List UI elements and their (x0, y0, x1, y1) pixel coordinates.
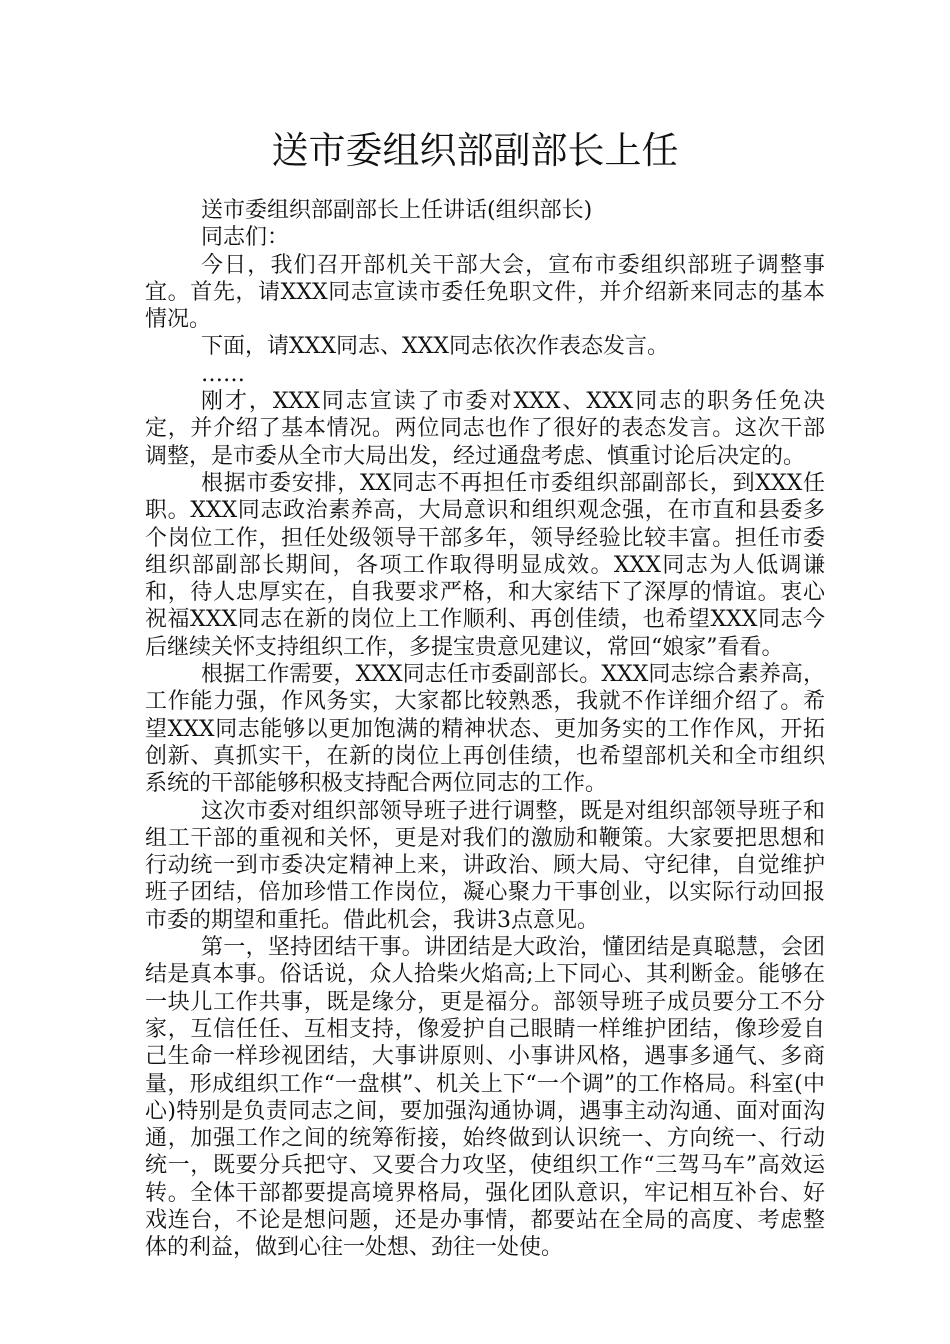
paragraph: 今日，我们召开部机关干部大会，宣布市委组织部班子调整事宜。首先，请XXX同志宣读市委任免职文件，并介绍新来同志的基本情况。 (145, 252, 825, 333)
paragraph: 下面，请XXX同志、XXX同志依次作表态发言。 (201, 334, 669, 360)
paragraph: 根据市委安排，XX同志不再担任市委组织部副部长，到XXX任职。XXX同志政治素养高，大局意识和组织观念强，在市直和县委多个岗位工作，担任处级领导干部多年，领导经验比较丰富。担任市委组织部副部长期间，各项工作取得明显成效。XXX同志为人低调谦和，待人忠厚实在，自我要求严格，和大家结下了深厚的情谊。衷心祝福XXX同志在新的岗位上工作顺利、再创佳绩，也希望XXX同志今后继续关怀支持组织工作，多提宝贵意见建议，常回“娘家”看看。 (145, 470, 825, 660)
paragraph: 第一，坚持团结干事。讲团结是大政治，懂团结是真聪慧，会团结是真本事。俗话说，众人拾柴火焰高;上下同心、其利断金。能够在一块儿工作共事，既是缘分，更是福分。部领导班子成员要分工不分家，互信任任、互相支持，像爱护自己眼睛一样维护团结，像珍爱自己生命一样珍视团结，大事讲原则、小事讲风格，遇事多通气、多商量，形成组织工作“一盘棋”、机关上下“一个调”的工作格局。科室(中心)特别是负责同志之间，要加强沟通协调，遇事主动沟通、面对面沟通，加强工作之间的统筹衔接，始终做到认识统一、方向统一、行动统一，既要分兵把守、又要合力攻坚，使组织工作“三驾马车”高效运转。全体干部都要提高境界格局，强化团队意识，牢记相互补台、好戏连台，不论是想问题，还是办事情，都要站在全局的高度、考虑整体的利益，做到心往一处想、劲往一处使。 (145, 935, 825, 1261)
document-body (145, 197, 825, 1262)
paragraph: 根据工作需要，XXX同志任市委副部长。XXX同志综合素养高，工作能力强，作风务实，大家都比较熟悉，我就不作详细介绍了。希望XXX同志能够以更加饱满的精神状态、更加务实的工作作风，开拓创新、真抓实干，在新的岗位上再创佳绩，也希望部机关和全市组织系统的干部能够积极支持配合两位同志的工作。 (145, 662, 825, 797)
ellipsis: …… (201, 361, 245, 387)
paragraph: 这次市委对组织部领导班子进行调整，既是对组织部领导班子和组工干部的重视和关怀，更是对我们的激励和鞭策。大家要把思想和行动统一到市委决定精神上来，讲政治、顾大局、守纪律，自觉维护班子团结，倍加珍惜工作岗位，凝心聚力干事创业，以实际行动回报市委的期望和重托。借此机会，我讲3点意见。 (145, 798, 825, 933)
paragraph: 刚才，XXX同志宣读了市委对XXX、XXX同志的职务任免决定，并介绍了基本情况。两位同志也作了很好的表态发言。这次干部调整，是市委从全市大局出发，经过通盘考虑、慎重讨论后决定的。 (145, 389, 825, 469)
speech-subtitle: 送市委组织部副部长上任讲话(组织部长) (201, 198, 593, 223)
document-title: 送市委组织部副部长上任 (271, 129, 679, 172)
salutation: 同志们： (201, 225, 290, 251)
